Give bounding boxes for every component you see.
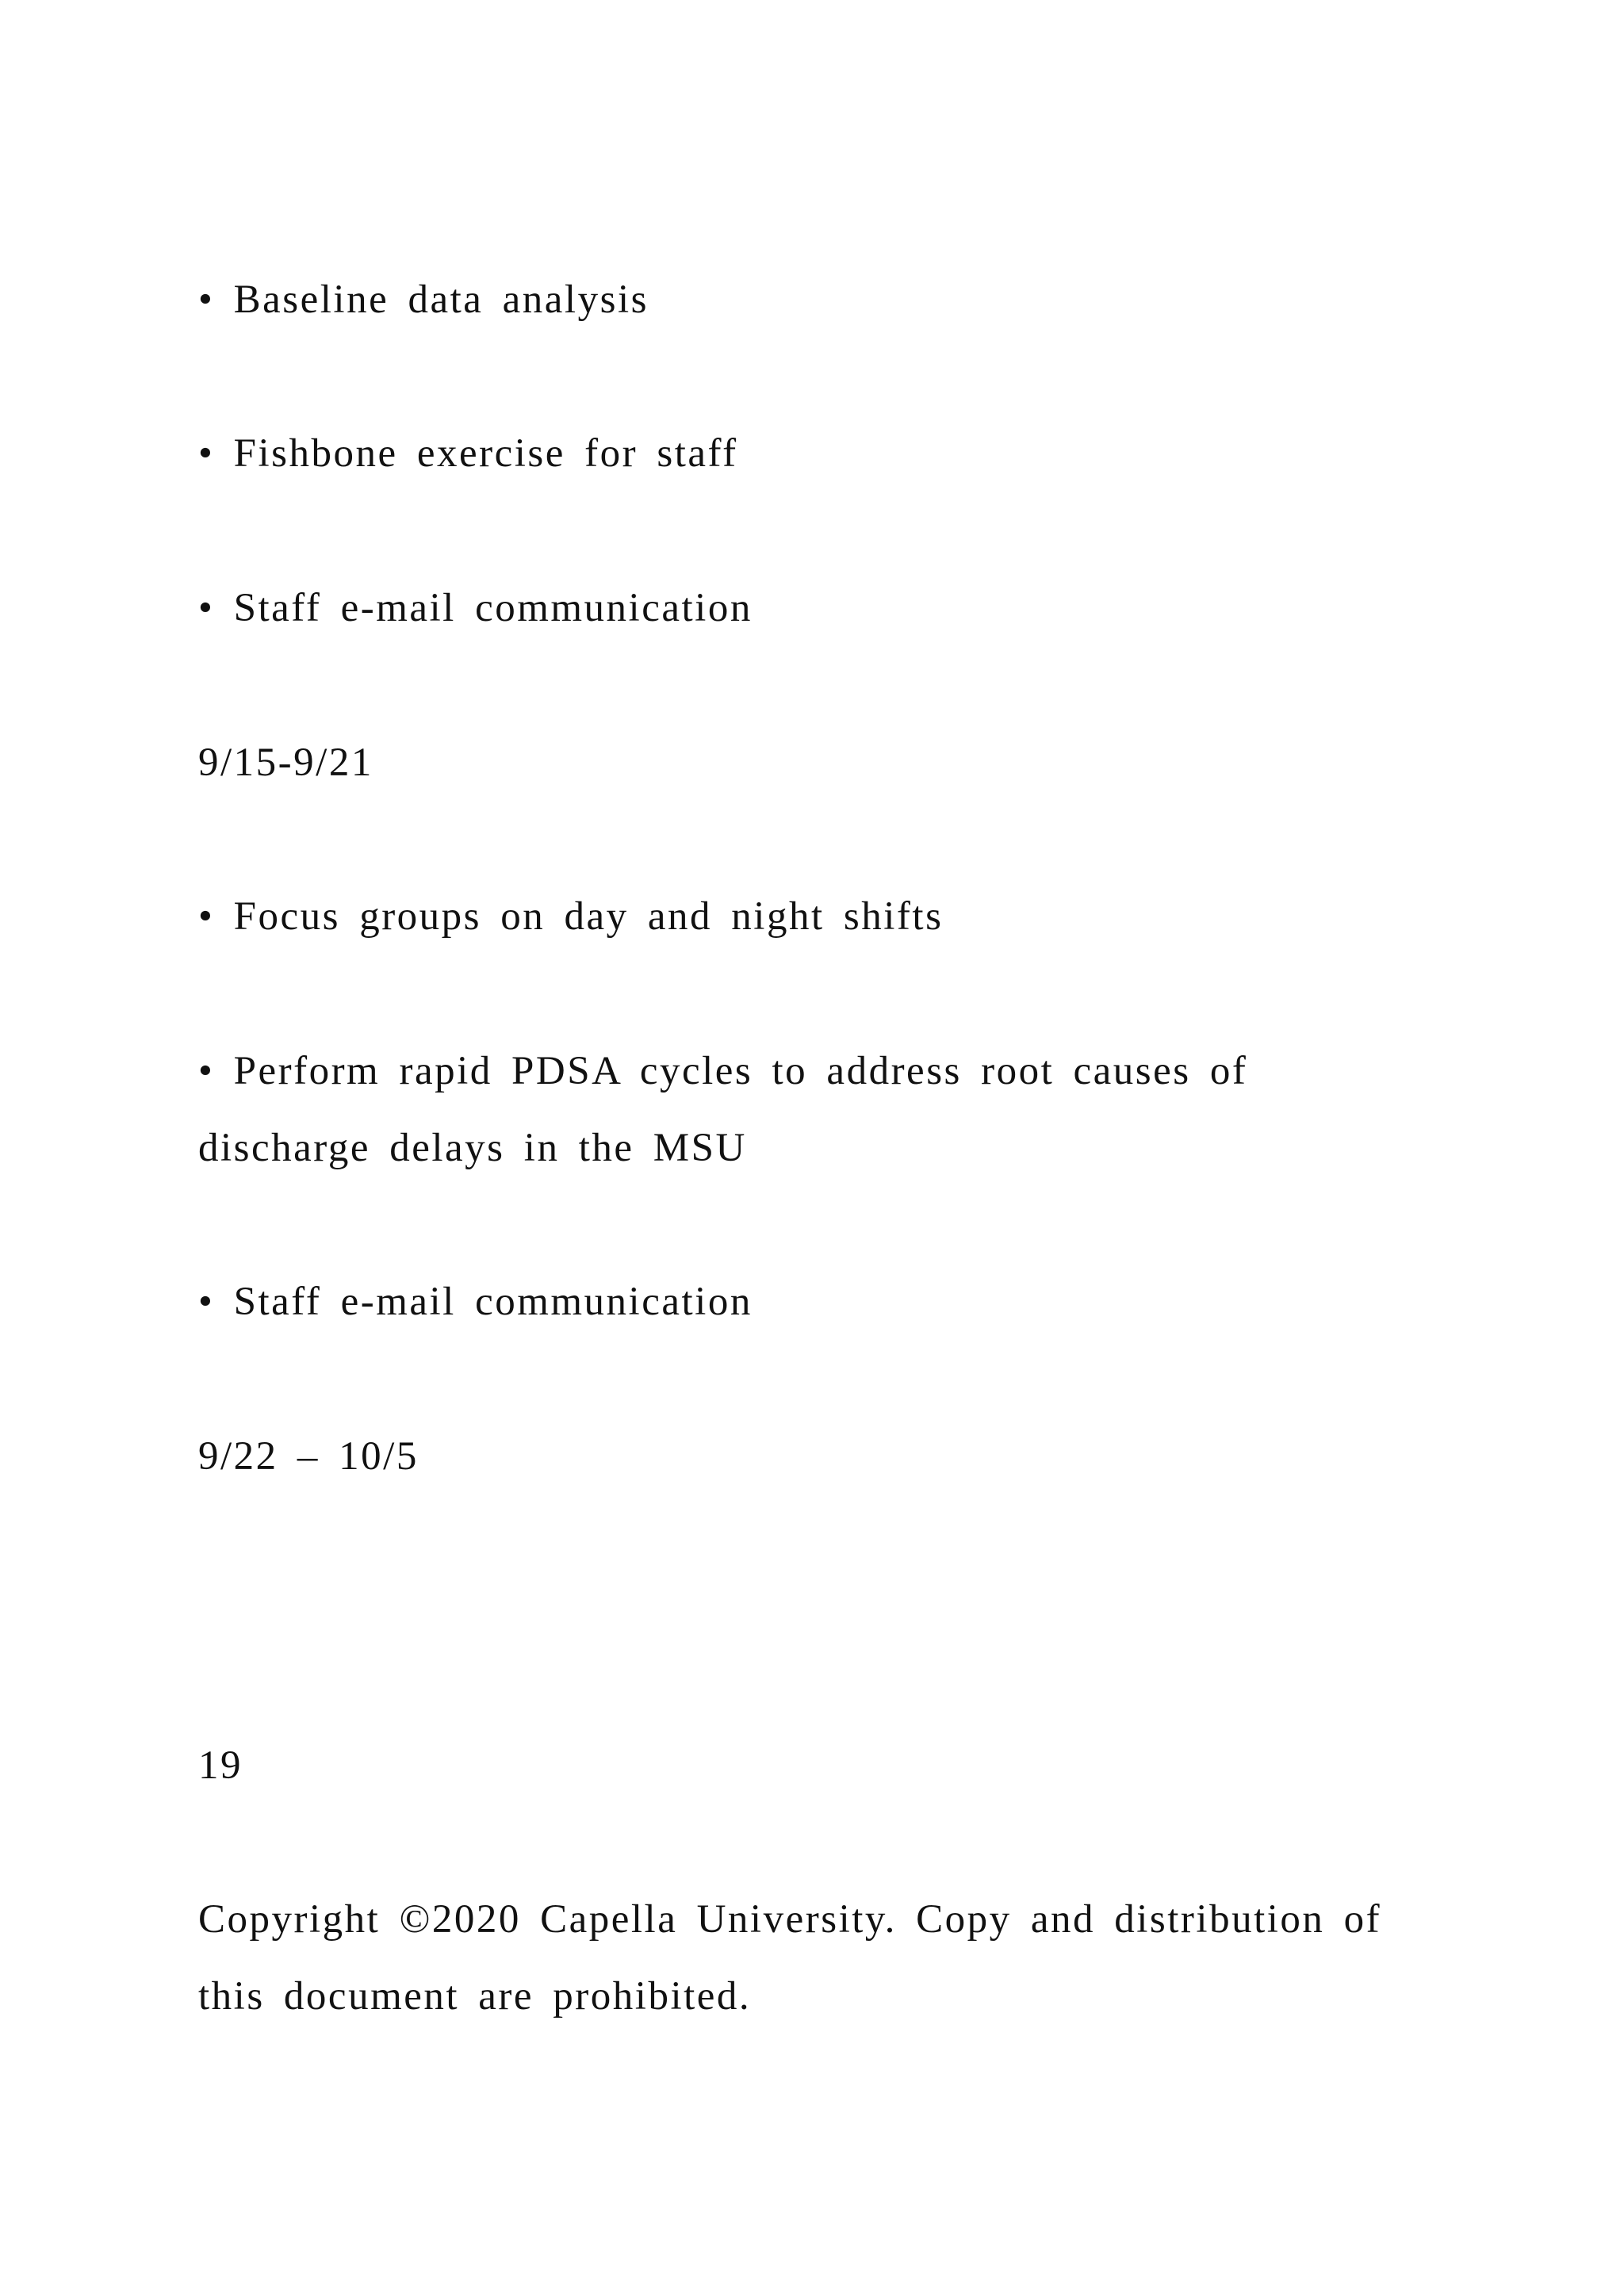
date-range-2: 9/22 – 10/5 [198, 1434, 419, 1479]
page-number: 19 [198, 1743, 243, 1788]
bullet-staff-email-communication-2: • Staff e-mail communication [198, 1280, 753, 1324]
copyright-line-2: this document are prohibited. [198, 1974, 752, 2019]
bullet-staff-email-communication: • Staff e-mail communication [198, 586, 753, 630]
bullet-rapid-pdsa-line-2: discharge delays in the MSU [198, 1126, 747, 1170]
copyright-line-1: Copyright ©2020 Capella University. Copy and distribution of [198, 1897, 1382, 1942]
date-range-1: 9/15-9/21 [198, 740, 373, 785]
bullet-baseline-data-analysis: • Baseline data analysis [198, 277, 649, 322]
bullet-rapid-pdsa-line-1: • Perform rapid PDSA cycles to address root causes of [198, 1049, 1248, 1093]
bullet-fishbone-exercise: • Fishbone exercise for staff [198, 431, 738, 476]
bullet-focus-groups: • Focus groups on day and night shifts [198, 894, 944, 939]
